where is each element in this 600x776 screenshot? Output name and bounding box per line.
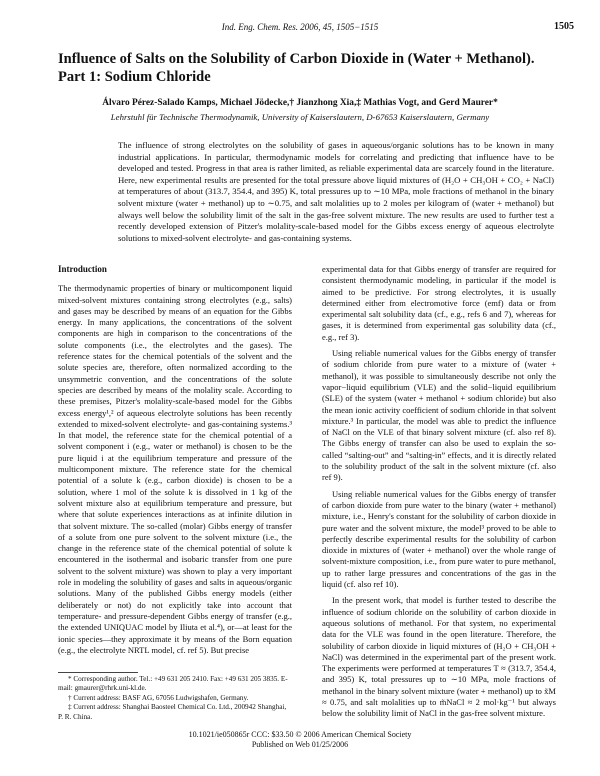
- right-column: [322, 264, 556, 720]
- footnotes: [58, 672, 292, 722]
- footnote-address-1: † Current address: BASF AG, 67056 Ludwigshafen, Germany.: [68, 693, 249, 702]
- paragraph: In the present work, that model is further tested to describe the influence of sodium chloride on the solubility of carbon dioxide in aqueous solutions of methanol. For that system, no experimental data for the VLE was found in the open literature. Therefore, the solubility of carbon dioxide in liquid mixtures of (H₂O + CH₃OH + NaCl) was determined in the experimental part of the present work. The experiments were performed at temperatures T ≈ (313.7, 354.4, and 395) K, total pressures up to ∼10 MPa, mole fractions of methanol in the binary solvent mixture (water + methanol) up to x̃M ≈ 0.75, and salt molalities up to m̃NaCl ≈ 2 mol·kg⁻¹ but always below the solubility limit of NaCl in the gas-free solvent mixture.: [322, 595, 556, 719]
- paragraph: Using reliable numerical values for the Gibbs energy of transfer of carbon dioxide from pure water to the binary (water + methanol) mixture, i.e., Henry's constant for the solubility of carbon dioxide in pure water and the solvent mixture, the model³ proved to be able to perfectly describe experimental results for the solubility of carbon dioxide in mixtures of (water + methanol) over the whole range of solvent-mixture composition, i.e., from pure water to pure methanol, up to rather large pressures and concentrations of the gas in the liquid (cf. also ref 10).: [322, 488, 556, 590]
- paragraph: experimental data for that Gibbs energy of transfer are required for consistent thermodynamic modeling, in particular if the model is aimed to be predictive. For strong electrolytes, it is usually determined either from electromotive force (emf) data or from experimental salt solubility data (cf., e.g., refs 6 and 7), whereas for gases, it is determined from experimental gas solubility data (cf., e.g., ref 3).: [322, 264, 556, 342]
- footnote-corresponding-author: * Corresponding author. Tel.: +49 631 205 2410. Fax: +49 631 205 3835. E-mail: gmaurer@rhrk.uni-kl.de.: [58, 675, 288, 693]
- footnote-divider: [58, 672, 138, 673]
- publication-footer: [0, 730, 600, 750]
- paragraph: Using reliable numerical values for the Gibbs energy of transfer of sodium chloride from pure water to a mixture of (water + methanol), it was possible to simultaneously describe not only the vapor−liquid equilibrium (VLE) and the solid−liquid equilibrium (SLE) of the system (water + methanol + sodium chloride) but also the mean ionic activity coefficient of sodium chloride in that solvent mixture.³ In particular, the model was able to predict the influence of NaCl on the VLE of that binary solvent mixture (cf. also ref 8). The Gibbs energy of transfer can also be used to explain the so-called “salting-out” and “salting-in” effects, and it is directly related to the solubility product of the salt in the solvent mixture (cf. also ref 9).: [322, 348, 556, 483]
- article-title: Influence of Salts on the Solubility of Carbon Dioxide in (Water + Methanol). Part 1: Sodium Chloride: [58, 51, 535, 85]
- left-column: [58, 264, 292, 656]
- author-list: Álvaro Pérez-Salado Kamps, Michael Jödecke,† Jianzhong Xia,‡ Mathias Vogt, and Gerd Maurer*: [102, 98, 498, 108]
- abstract: The influence of strong electrolytes on the solubility of gases in aqueous/organic solutions has to be known in many industrial applications. In particular, thermodynamic models for correlating and predicting that influence have to be developed and tested. Progress in that area is rather limited, as reliable experimental data are scarcely found in the literature. Here, new experimental results are presented for the total pressure above liquid mixtures of (H₂O + CH₃OH + CO₂ + NaCl) at temperatures of about (313.7, 354.4, and 395) K, total pressures up to ∼10 MPa, mole fractions of methanol in the binary solvent mixture (water + methanol) up to ∼0.75, and salt molalities up to 2 moles per kilogram of (water + methanol) but always well below the solubility limit of the salt in the gas-free solvent mixture. The new results are used to further test a recently developed extension of Pitzer's molality-scale-based model for the Gibbs excess energy of aqueous electrolyte solutions to mixed-solvent electrolyte- and gas-containing systems.: [118, 140, 554, 243]
- journal-header: Ind. Eng. Chem. Res. 2006, 45, 1505−1515: [221, 22, 379, 32]
- publication-date: Published on Web 01/25/2006: [251, 740, 349, 749]
- doi-copyright: 10.1021/ie050865r CCC: $33.50 © 2006 American Chemical Society: [188, 730, 412, 739]
- paragraph: The thermodynamic properties of binary or multicomponent liquid mixed-solvent mixtures containing strong electrolytes (e.g., salts) and gases may be described by means of an equation for the Gibbs energy. In many applications, the concentrations of the solvent components are high in comparison to the concentrations of the solute components (i.e., the electrolytes and the gases). The reference states for the chemical potentials of the solvent and the solute species are, therefore, often normalized according to the unsymmetric convention, and the concentrations of the solute species are described by means of the molality scale. According to these premises, Pitzer's molality-scale-based model for the Gibbs excess energy¹,² of aqueous electrolyte solutions has been recently extended to mixed-solvent electrolyte- and gas-containing systems.³ In that model, the reference state for the chemical potential of a solvent component i (e.g., water or methanol) is chosen to be the pure liquid i at the equilibrium temperature and pressure of the multicomponent mixture. The reference state for the chemical potential of a solute k (e.g., carbon dioxide) is chosen to be a solution, where 1 mol of the solute k is dissolved in 1 kg of the solvent mixture also at equilibrium temperature and pressure, but where that solute experiences interactions as at infinite dilution in that solvent mixture. The so-called (molar) Gibbs energy of transfer of a solute from one pure solvent to the solvent mixture (i.e., the change in the reference state of the chemical potential of solute k encountered in the isothermal and isobaric transfer from one pure solvent to the solvent mixture) was shown to play a very important role in modeling the solubility of gases and salts in aqueous/organic solutions. Many of the published Gibbs energy models (either deliberately or not) do not explicitly take into account that temperature- and pressure-dependent Gibbs energy of transfer (e.g., the extended UNIQUAC model by Iliuta et al.⁴), or—at least for the ionic species—they approximate it by means of the Born equation (e.g., the electrolyte NRTL model, cf. ref 5). But precise: [58, 283, 292, 655]
- footnote-address-2: ‡ Current address: Shanghai Baosteel Chemical Co. Ltd., 200942 Shanghai, P. R. China.: [58, 703, 287, 721]
- page-number: 1505: [554, 21, 574, 32]
- affiliation: Lehrstuhl für Technische Thermodynamik, University of Kaiserslautern, D-67653 Kaiserslautern, Germany: [110, 112, 490, 122]
- section-heading-introduction: Introduction: [58, 264, 107, 274]
